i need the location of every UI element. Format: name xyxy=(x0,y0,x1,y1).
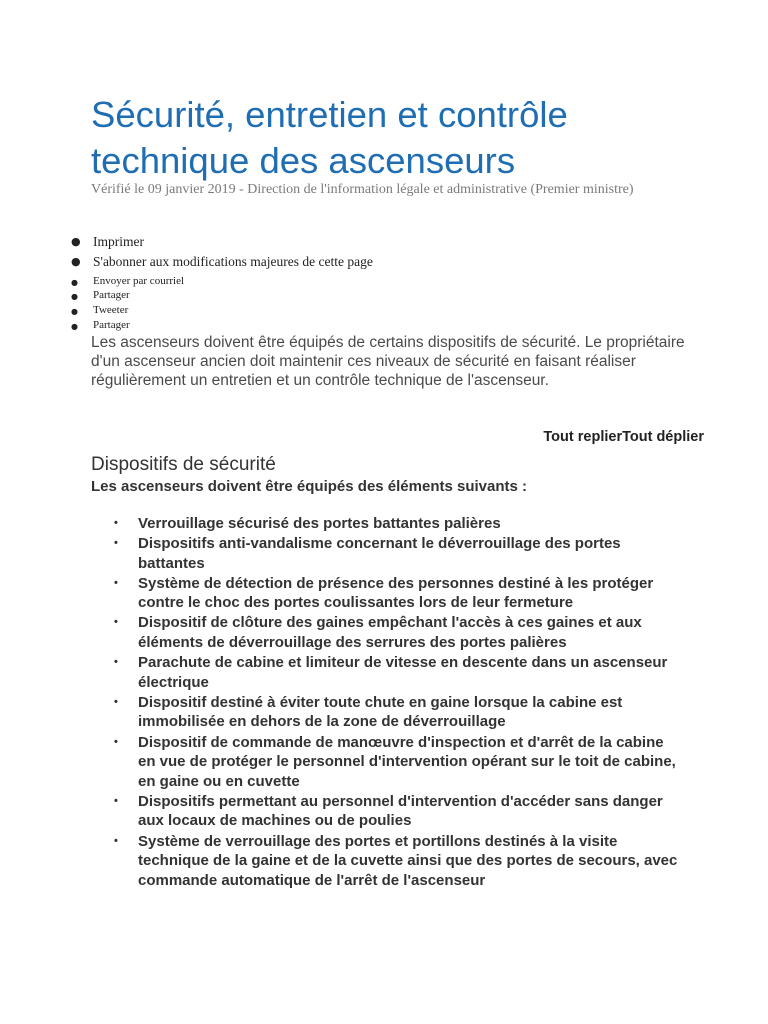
list-item: • Dispositifs permettant au personnel d'intervention d'accéder sans danger aux locaux de machines ou de poulies xyxy=(114,792,679,831)
email-link[interactable] xyxy=(71,275,185,288)
accordion-toggles xyxy=(543,429,704,445)
page-title: Sécurité, entretien et contrôle technique des ascenseurs xyxy=(91,94,568,181)
share-link-label[interactable]: Partager xyxy=(93,289,130,301)
list-item: • Dispositif de clôture des gaines empêchant l'accès à ces gaines et aux éléments de déverrouillage des serrures des portes palières xyxy=(114,613,679,652)
tweet-link-label[interactable]: Tweeter xyxy=(93,304,129,316)
share-link-label[interactable]: Partager xyxy=(93,319,130,331)
bullet-icon: ● xyxy=(71,235,81,248)
print-link-label[interactable]: Imprimer xyxy=(93,234,144,249)
subscribe-link[interactable] xyxy=(71,254,373,270)
bullet-icon: ● xyxy=(71,292,78,301)
bullet-icon: ● xyxy=(71,307,78,316)
section-subtitle: Les ascenseurs doivent être équipés des éléments suivants : xyxy=(91,478,528,495)
bullet-icon: ● xyxy=(71,322,78,331)
share-link[interactable] xyxy=(71,319,130,332)
page-meta: Vérifié le 09 janvier 2019 - Direction de l'information légale et administrative (Premier ministre) xyxy=(91,182,634,197)
expand-all-button[interactable]: Tout déplier xyxy=(622,429,704,445)
list-item: • Dispositifs anti-vandalisme concernant le déverrouillage des portes battantes xyxy=(114,534,679,573)
list-item: • Dispositif destiné à éviter toute chute en gaine lorsque la cabine est immobilisée en dehors de la zone de déverrouillage xyxy=(114,693,679,732)
list-item: • Système de détection de présence des personnes destiné à les protéger contre le choc des portes coulissantes lors de leur fermeture xyxy=(114,574,679,613)
print-link[interactable] xyxy=(71,234,144,250)
bullet-icon: ● xyxy=(71,255,81,268)
safety-devices-list xyxy=(114,514,679,891)
list-item: • Verrouillage sécurisé des portes battantes palières xyxy=(114,514,679,534)
email-link-label[interactable]: Envoyer par courriel xyxy=(93,275,185,287)
share-link[interactable] xyxy=(71,289,130,302)
list-item: • Système de verrouillage des portes et portillons destinés à la visite technique de la gaine et de la cuvette ainsi que des portes de secours, avec commande automatique de l'arrêt de l'ascenseur xyxy=(114,832,679,891)
list-item: • Parachute de cabine et limiteur de vitesse en descente dans un ascenseur électrique xyxy=(114,653,679,692)
bullet-icon: ● xyxy=(71,278,78,287)
intro-paragraph: Les ascenseurs doivent être équipés de certains dispositifs de sécurité. Le propriétaire d'un ascenseur ancien doit maintenir ces niveaux de sécurité en faisant réaliser régulièrement un entretien et un contrôle technique de l'ascenseur. xyxy=(91,334,685,389)
subscribe-link-label[interactable]: S'abonner aux modifications majeures de cette page xyxy=(93,254,373,269)
section-title: Dispositifs de sécurité xyxy=(91,454,276,475)
collapse-all-button[interactable]: Tout replier xyxy=(543,429,623,445)
tweet-link[interactable] xyxy=(71,304,129,317)
list-item: • Dispositif de commande de manœuvre d'inspection et d'arrêt de la cabine en vue de protéger le personnel d'intervention opérant sur le toit de cabine, en gaine ou en cuvette xyxy=(114,733,679,792)
